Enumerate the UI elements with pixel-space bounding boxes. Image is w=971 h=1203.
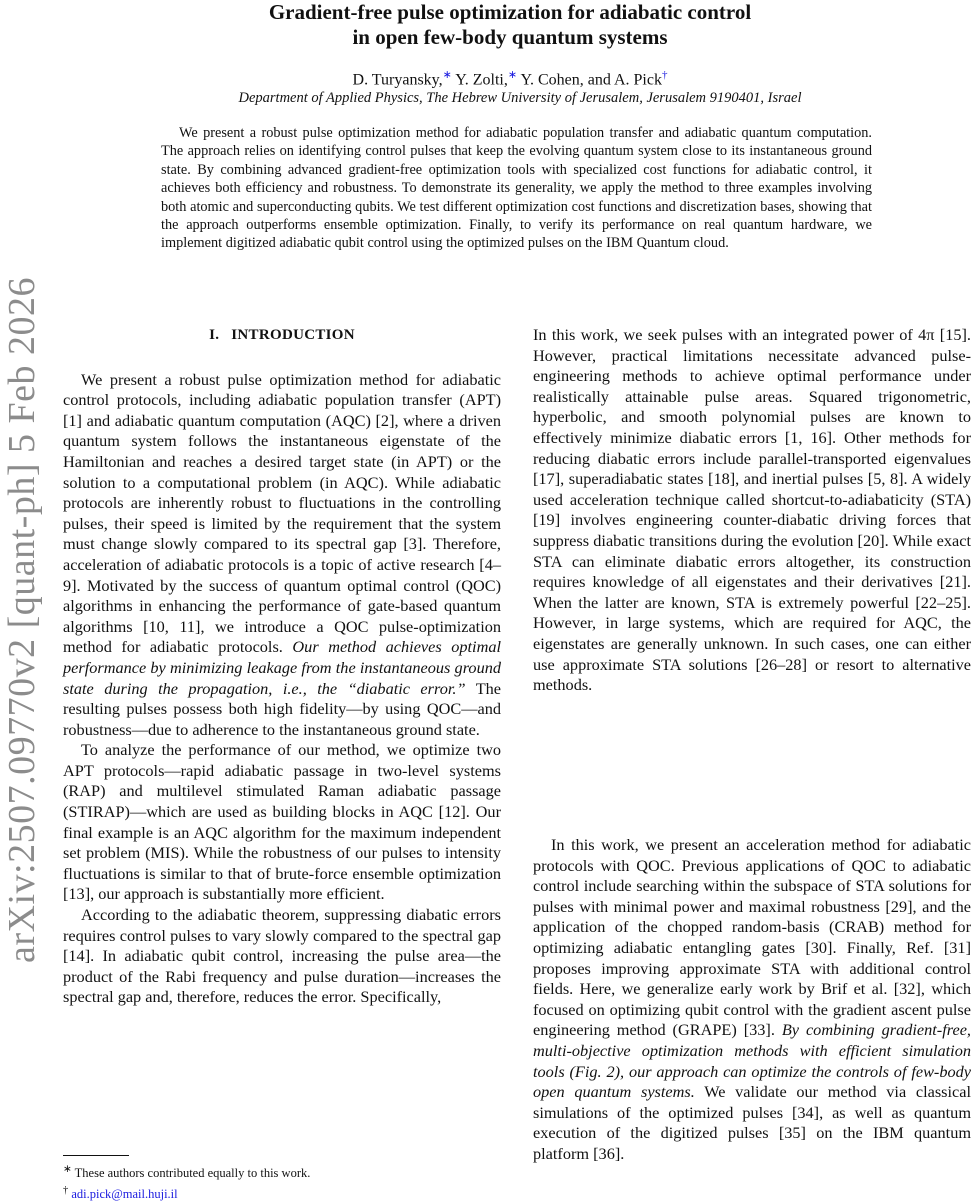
intro-p1-italic: Our method achieves optimal performance by minimizing leakage from the instantaneous ground state during the propagation, i.e., the “diabatic error.” (63, 637, 502, 698)
right-p2-italic: By combining gradient-free, multi-objective optimization methods with efficient simulation tools (Fig. 2), our approach can optimize the controls of few-body open quantum systems. (533, 1020, 971, 1102)
footnote-rule (63, 1155, 129, 1156)
right-paragraph-1: In this work, we seek pulses with an integrated power of 4π [15]. However, practical limitations necessitate advanced pulse-engineering methods to achieve optimal performance under realistically attainable pulse areas. Squared trigonometric, hyperbolic, and smooth polynomial pulses are known to effectively minimize diabatic errors [1, 16]. Other methods for reducing diabatic errors include parallel-transported eigenvalues [17], superadiabatic states [18], and inertial pulses [5, 8]. A widely used acceleration technique called shortcut-to-adiabaticity (STA) [19] involves engineering counter-diabatic driving forces that suppress diabatic transitions during the evolution [20]. While exact STA can eliminate diabatic errors altogether, its construction requires knowledge of all eigenstates and their derivatives [21]. When the latter are known, STA is extremely powerful [22–25]. However, in large systems, which are required for AQC, the eigenstates are generally unknown. In such cases, one can either use approximate STA solutions [26–28] or resort to alternative methods. (533, 325, 971, 695)
abstract: We present a robust pulse optimization method for adiabatic population transfer and adiabatic quantum computation. The approach relies on identifying control pulses that keep the evolving quantum system close to its instantaneous ground state. By combining advanced gradient-free optimization tools with specialized cost functions for adiabatic control, it achieves both efficiency and robustness. To demonstrate its generality, we apply the method to three examples involving both atomic and superconducting qubits. We test different optimization cost functions and discretization bases, showing that the approach outperforms ensemble optimization. Finally, to verify its performance on real quantum hardware, we implement digitized adiabatic qubit control using the optimized pulses on the IBM Quantum cloud. (161, 125, 872, 252)
right-column-top (533, 325, 971, 696)
right-paragraph-2 (533, 835, 971, 1165)
author-1-mark[interactable]: ∗ (442, 69, 452, 81)
affiliation: Department of Applied Physics, The Hebrew University of Jerusalem, Jerusalem 9190401, Israel (238, 90, 802, 106)
section-heading (63, 325, 501, 346)
paper-title (180, 0, 840, 50)
footnote-2-mark: † (63, 1185, 69, 1197)
intro-p1-text-b: The resulting pulses possess both high fidelity—by using QOC—and robustness—due to adherence to the instantaneous ground state. (63, 678, 501, 739)
footnotes (63, 1161, 310, 1203)
intro-paragraph-2: To analyze the performance of our method, we optimize two APT protocols—rapid adiabatic passage in two-level systems (RAP) and multilevel stimulated Raman adiabatic passage (STIRAP)—which are used as building blocks in AQC [12]. Our final example is an AQC algorithm for the maximum independent set problem (MIS). While the robustness of our pulses to intensity fluctuations is similar to that of brute-force ensemble optimization [13], our approach is substantially more efficient. (63, 740, 501, 904)
right-p2-text-a: In this work, we present an acceleration method for adiabatic protocols with QOC. Previous applications of QOC to adiabatic control include searching within the subspace of STA solutions for pulses with minimal power and maximal robustness [29], and the application of the chopped random-basis (CRAB) method for optimizing adiabatic entangling gates [30]. Finally, Ref. [31] proposes improving approximate STA with additional control fields. Here, we generalize early work by Brif et al. [32], which focused on optimizing qubit control with the gradient ascent pulse engineering method (GRAPE) [33]. (533, 835, 971, 1040)
author-3-mark[interactable]: † (661, 69, 668, 81)
author-3: Y. Cohen, and A. Pick (520, 71, 662, 89)
left-column (63, 325, 501, 1008)
arxiv-id: arXiv:2507.09770v2 [quant-ph] 5 Feb 2026 (1, 277, 43, 963)
author-1: D. Turyansky, (352, 71, 443, 89)
right-p2-text-b: We validate our method via classical simulations of the optimized pulses [34], as well as quantum execution of the digitized pulses [35] on the IBM quantum platform [36]. (533, 1082, 971, 1163)
intro-paragraph-3: According to the adiabatic theorem, suppressing diabatic errors requires control pulses to vary slowly compared to the spectral gap [14]. In adiabatic qubit control, increasing the pulse area—the product of the Rabi frequency and pulse duration—increases the spectral gap and, therefore, reduces the error. Specifically, (63, 905, 501, 1007)
footnote-1-text: These authors contributed equally to this work. (74, 1166, 311, 1181)
title-line-2: in open few-body quantum systems (352, 25, 668, 49)
title-line-1: Gradient-free pulse optimization for adiabatic control (268, 0, 752, 24)
intro-paragraph-1 (63, 370, 501, 741)
section-title: INTRODUCTION (231, 327, 355, 343)
right-column-bottom (533, 835, 971, 1165)
author-2-mark[interactable]: ∗ (507, 69, 518, 81)
author-list (180, 68, 840, 89)
footnote-1-mark: ∗ (63, 1164, 72, 1175)
arxiv-identifier-sidebar (1, 277, 43, 963)
author-2: Y. Zolti, (455, 71, 508, 89)
section-number: I. (209, 327, 220, 343)
footnote-1 (63, 1161, 310, 1182)
intro-p1-text-a: We present a robust pulse optimization method for adiabatic control protocols, including adiabatic population transfer (APT) [1] and adiabatic quantum computation (AQC) [2], where a driven quantum system follows the instantaneous eigenstate of the Hamiltonian and reaches a desired target state (in APT) or the solution to a computational problem (in AQC). While adiabatic protocols are inherently robust to fluctuations in the controlling pulses, their speed is limited by the requirement that the system must change slowly compared to its spectral gap [3]. Therefore, acceleration of adiabatic protocols is a topic of active research [4–9]. Motivated by the success of quantum optimal control (QOC) algorithms in enhancing the performance of gate-based quantum algorithms [10, 11], we introduce a QOC pulse-optimization method for adiabatic protocols. (63, 369, 501, 657)
author-email-link[interactable]: adi.pick@mail.huji.il (71, 1187, 178, 1202)
